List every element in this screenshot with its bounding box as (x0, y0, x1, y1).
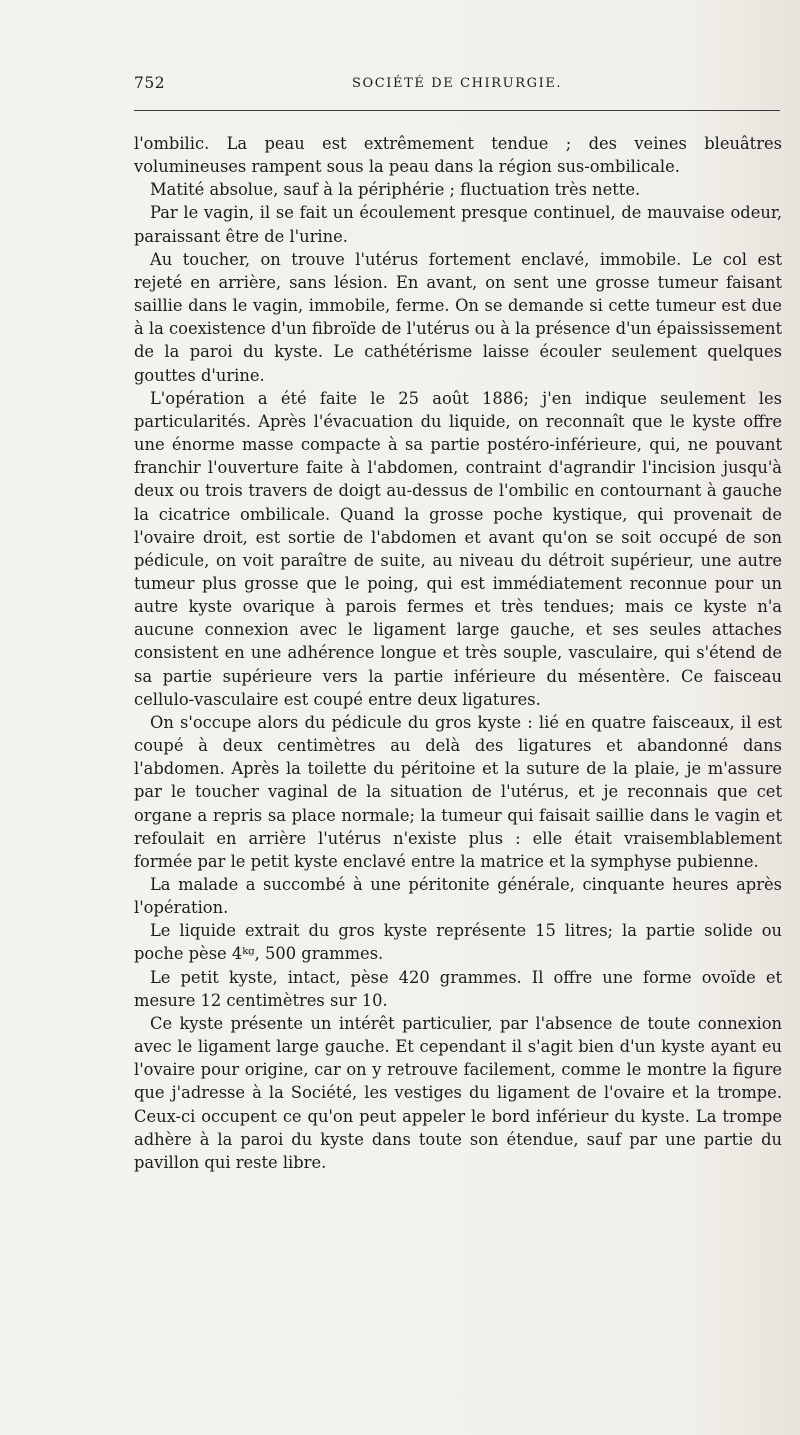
paragraph-10: Ce kyste présente un intérêt particulier, par l'absence de toute connexion avec le ligament large gauche. Et cependant il s'agit bien d'un kyste ayant eu l'ovaire pour origine, car on y retrouve facilement, comme le montre la figure que j'adresse à la Société, les vestiges du ligament de l'ovaire et la trompe. Ceux-ci occupent ce qu'on peut appeler le bord inférieur du kyste. La trompe adhère à la paroi du kyste dans toute son étendue, sauf par une partie du pavillon qui reste libre. (134, 1013, 782, 1172)
body-text (134, 132, 782, 1174)
paragraph-8: Le liquide extrait du gros kyste représente 15 litres; la partie solide ou poche pèse 4ᵏᵍ, 500 grammes. (134, 921, 782, 964)
page-header (134, 74, 780, 98)
running-head: SOCIÉTÉ DE CHIRURGIE. (352, 76, 563, 91)
paragraph-3: Par le vagin, il se fait un écoulement presque continuel, de mauvaise odeur, paraissant être de l'urine. (134, 203, 782, 246)
header-rule (134, 110, 780, 111)
paragraph-4: Au toucher, on trouve l'utérus fortement enclavé, immobile. Le col est rejeté en arrière, sans lésion. En avant, on sent une grosse tumeur faisant saillie dans le vagin, immobile, ferme. On se demande si cette tumeur est due à la coexistence d'un fibroïde de l'utérus ou à la présence d'un épaississement de la paroi du kyste. Le cathétérisme laisse écouler seulement quelques gouttes d'urine. (134, 249, 782, 385)
paragraph-7: La malade a succombé à une péritonite générale, cinquante heures après l'opération. (134, 875, 782, 918)
paragraph-5: L'opération a été faite le 25 août 1886; j'en indique seulement les particularités. Après l'évacuation du liquide, on reconnaît que le kyste offre une énorme masse compacte à sa partie postéro-inférieure, qui, ne pouvant franchir l'ouverture faite à l'abdomen, contraint d'agrandir l'incision jusqu'à deux ou trois travers de doigt au-dessus de l'ombilic en contournant à gauche la cicatrice ombilicale. Quand la grosse poche kystique, qui provenait de l'ovaire droit, est sortie de l'abdomen et avant qu'on se soit occupé de son pédicule, on voit paraître de suite, au niveau du détroit supérieur, une autre tumeur plus grosse que le poing, qui est immédiatement reconnue pour un autre kyste ovarique à parois fermes et très tendues; mais ce kyste n'a aucune connexion avec le ligament large gauche, et ses seules attaches consistent en une adhérence longue et très souple, vasculaire, qui s'étend de sa partie supérieure vers la partie inférieure du mésentère. Ce faisceau cellulo-vasculaire est coupé entre deux ligatures. (134, 388, 782, 709)
paragraph-6: On s'occupe alors du pédicule du gros kyste : lié en quatre faisceaux, il est coupé à deux centimètres au delà des ligatures et abandonné dans l'abdomen. Après la toilette du péritoine et la suture de la plaie, je m'assure par le toucher vaginal de la situation de l'utérus, et je reconnais que cet organe a repris sa place normale; la tumeur qui faisait saillie dans le vagin et refoulait en arrière l'utérus n'existe plus : elle était vraisemblablement formée par le petit kyste enclavé entre la matrice et la symphyse pubienne. (134, 712, 782, 871)
paragraph-1: l'ombilic. La peau est extrêmement tendue ; des veines bleuâtres volumineuses rampent sous la peau dans la région sus-ombilicale. (134, 134, 782, 177)
paragraph-9: Le petit kyste, intact, pèse 420 grammes. Il offre une forme ovoïde et mesure 12 centimètres sur 10. (134, 967, 782, 1010)
page-number: 752 (134, 74, 166, 92)
paragraph-2: Matité absolue, sauf à la périphérie ; fluctuation très nette. (150, 180, 641, 200)
